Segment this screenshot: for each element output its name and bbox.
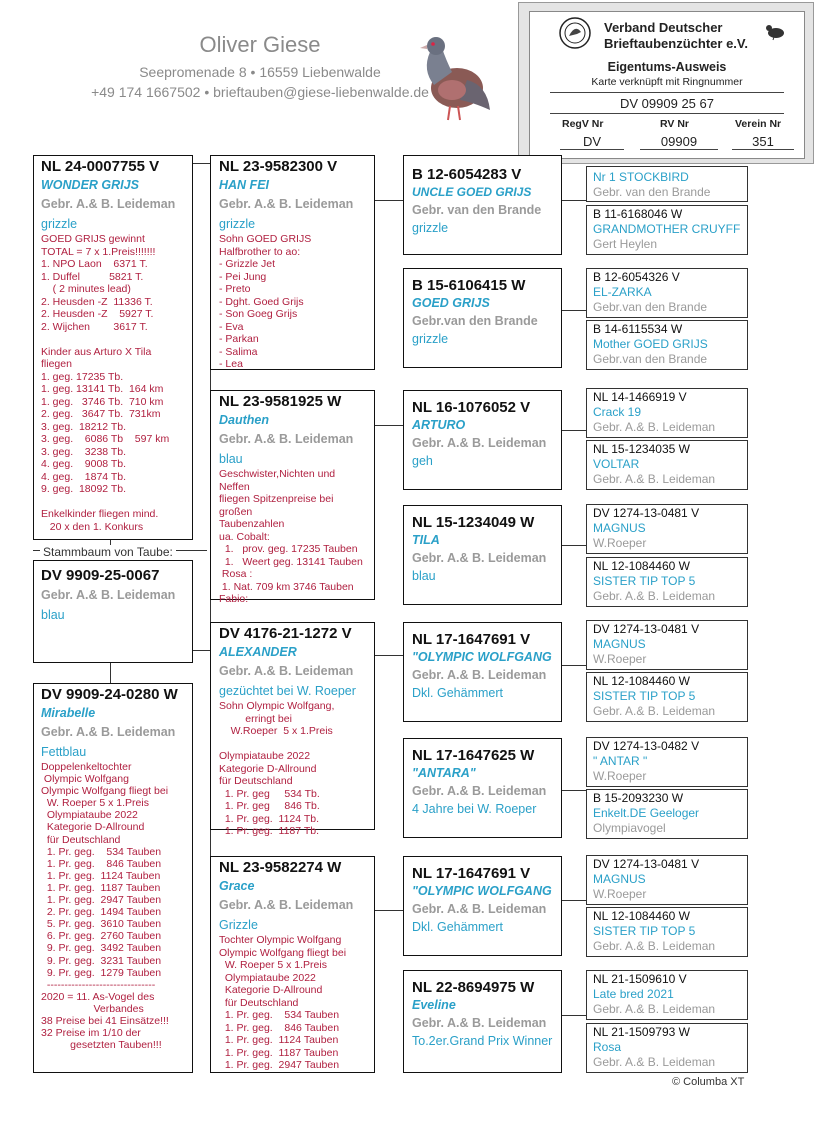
gen2-box	[210, 856, 375, 1073]
gen3-color: geh	[412, 454, 433, 468]
gen4-box	[586, 672, 748, 722]
gen2-ring: NL 23-9582274 W	[219, 859, 342, 876]
gen2-ring: NL 23-9582300 V	[219, 158, 338, 175]
gen4-box	[586, 970, 748, 1020]
gen2-notes: Tochter Olympic Wolfgang Olympic Wolfgang fliegt bei W. Roeper 5 x 1.Preis Olympiataube 2022 Kategorie D-Allround für Deutschland 1. Pr. geg. 534 Tauben 1. Pr. geg. 846 Tauben 1. Pr. geg. 1124 Tauben 1. Pr. geg. 1187 Tauben 1. Pr. geg. 2947 Tauben	[219, 934, 347, 1071]
gen3-name: "OLYMPIC WOLFGANG	[412, 884, 552, 898]
gen2-box	[210, 390, 375, 605]
gen4-box	[586, 388, 748, 438]
gen2-ring: NL 23-9581925 W	[219, 393, 342, 410]
gen2-breeder: Gebr. A.& B. Leideman	[219, 197, 354, 211]
gen2-name: ALEXANDER	[219, 645, 297, 659]
gen4-name: Late bred 2021	[593, 987, 674, 1001]
gen4-box	[586, 737, 748, 787]
owner-address: Seepromenade 8 • 16559 Liebenwalde	[139, 64, 381, 80]
gen3-name: UNCLE GOED GRIJS	[412, 185, 532, 199]
gen2-color: gezüchtet bei W. Roeper	[219, 684, 356, 698]
gen4-box	[586, 907, 748, 957]
father-breeder: Gebr. A.& B. Leideman	[41, 197, 176, 211]
gen3-ring: NL 17-1647625 W	[412, 747, 535, 764]
gen2-ring: DV 4176-21-1272 V	[219, 625, 352, 642]
gen4-name: MAGNUS	[593, 521, 646, 535]
subject-box	[33, 560, 193, 663]
gen4-name: Enkelt.DE Geeloger	[593, 806, 700, 820]
subject-color: blau	[41, 608, 65, 622]
pigeon-illustration	[412, 30, 492, 125]
ownership-card	[518, 2, 814, 164]
gen4-name: MAGNUS	[593, 637, 646, 651]
gen4-ring: Nr 1 STOCKBIRD	[593, 170, 689, 184]
gen2-box	[210, 155, 375, 370]
card-ring: DV 09909 25 67	[620, 96, 714, 111]
mother-name: Mirabelle	[41, 706, 96, 720]
gen3-color: 4 Jahre bei W. Roeper	[412, 802, 537, 816]
gen4-box	[586, 855, 748, 905]
gen4-name: SISTER TIP TOP 5	[593, 689, 696, 703]
gen3-ring: NL 17-1647691 V	[412, 631, 531, 648]
gen3-box	[403, 856, 562, 956]
gen3-name: "ANTARA"	[412, 766, 476, 780]
gen4-breeder: Gebr. A.& B. Leideman	[593, 589, 716, 603]
gen3-ring: NL 17-1647691 V	[412, 865, 531, 882]
gen4-ring: DV 1274-13-0481 V	[593, 622, 700, 636]
gen3-color: grizzle	[412, 221, 449, 235]
gen3-box	[403, 970, 562, 1073]
gen4-ring: DV 1274-13-0481 V	[593, 506, 700, 520]
gen4-breeder: Gebr. A.& B. Leideman	[593, 420, 716, 434]
gen3-box	[403, 738, 562, 838]
gen4-breeder: W.Roeper	[593, 536, 647, 550]
gen3-ring: NL 16-1076052 V	[412, 399, 531, 416]
gen3-ring: B 15-6106415 W	[412, 277, 526, 294]
gen3-breeder: Gebr.van den Brande	[412, 314, 538, 328]
gen3-breeder: Gebr. A.& B. Leideman	[412, 784, 547, 798]
gen2-box	[210, 622, 375, 837]
gen4-name: Crack 19	[593, 405, 642, 419]
gen4-ring: B 14-6115534 W	[593, 322, 683, 336]
gen4-breeder: Gebr. A.& B. Leideman	[593, 939, 716, 953]
subject-breeder: Gebr. A.& B. Leideman	[41, 588, 176, 602]
father-notes: GOED GRIJS gewinnt TOTAL = 7 x 1.Preis!!!!!!! 1. NPO Laon 6371 T. 1. Duffel 5821 T. ( 2 minutes lead) 2. Heusden -Z 11336 T. 2. Heusden -Z 5927 T. 2. Wijchen 3617 T. Kinder aus Arturo X Tila fliegen 1. geg. 17235 Tb. 1. geg. 13141 Tb. 164 km 1. geg. 3746 Tb. 710 km 2. geg. 3647 Tb. 731km 3. geg. 18212 Tb. 3. geg. 6086 Tb 597 km 3. geg. 3238 Tb. 4. geg. 9008 Tb. 4. geg. 1874 Tb. 9. geg. 18092 Tb. Enkelkinder fliegen mind. 20 x den 1. Konkurs	[41, 233, 170, 533]
mother-ring: DV 9909-24-0280 W	[41, 686, 178, 703]
subject-ring: DV 9909-25-0067	[41, 567, 160, 584]
gen4-name: Mother GOED GRIJS	[593, 337, 708, 351]
gen4-ring: DV 1274-13-0481 V	[593, 857, 700, 871]
gen4-breeder: Gebr.van den Brande	[593, 352, 708, 366]
gen3-breeder: Gebr. A.& B. Leideman	[412, 902, 547, 916]
gen3-box	[403, 155, 562, 255]
father-color: grizzle	[41, 217, 78, 231]
gen4-ring: DV 1274-13-0482 V	[593, 739, 700, 753]
gen3-breeder: Gebr. A.& B. Leideman	[412, 1016, 547, 1030]
gen2-notes: Geschwister,Nichten und Neffen fliegen Spitzenpreise bei großen Taubenzahlen ua. Cobalt: 1. prov. geg. 17235 Tauben 1. Weert geg. 13141 Tauben Rosa : 1. Nat. 709 km 3746 Tauben Fabio:	[219, 468, 363, 605]
gen4-breeder: Gert Heylen	[593, 237, 658, 251]
gen3-ring: NL 22-8694975 W	[412, 979, 535, 996]
gen4-name: EL-ZARKA	[593, 285, 652, 299]
gen4-ring: NL 12-1084460 W	[593, 909, 690, 923]
gen2-name: Dauthen	[219, 413, 269, 427]
gen3-color: blau	[412, 569, 436, 583]
gen3-box	[403, 622, 562, 722]
gen4-box	[586, 504, 748, 554]
card-subtitle: Karte verknüpft mit Ringnummer	[591, 76, 743, 88]
card-org-line1: Verband Deutscher	[604, 20, 723, 35]
gen3-box	[403, 390, 562, 490]
gen4-ring: B 11-6168046 W	[593, 207, 683, 221]
gen2-name: HAN FEI	[219, 178, 269, 192]
gen3-color: Dkl. Gehämmert	[412, 920, 503, 934]
card-header-rv: RV Nr	[660, 118, 689, 130]
gen2-color: Grizzle	[219, 918, 258, 932]
stammbaum-label: Stammbaum von Taube:	[40, 545, 176, 559]
gen2-breeder: Gebr. A.& B. Leideman	[219, 664, 354, 678]
card-header-verein: Verein Nr	[735, 118, 782, 130]
mother-breeder: Gebr. A.& B. Leideman	[41, 725, 176, 739]
mother-color: Fettblau	[41, 745, 87, 759]
gen4-breeder: Gebr. A.& B. Leideman	[593, 1002, 716, 1016]
gen4-box	[586, 440, 748, 490]
gen4-name: SISTER TIP TOP 5	[593, 924, 696, 938]
gen3-breeder: Gebr. van den Brande	[412, 203, 542, 217]
gen3-ring: NL 15-1234049 W	[412, 514, 535, 531]
gen4-breeder: Gebr. A.& B. Leideman	[593, 704, 716, 718]
gen2-breeder: Gebr. A.& B. Leideman	[219, 432, 354, 446]
gen4-box	[586, 620, 748, 670]
gen4-box	[586, 268, 748, 318]
gen4-name: VOLTAR	[593, 457, 640, 471]
gen4-ring: B 15-2093230 W	[593, 791, 684, 805]
gen4-box	[586, 789, 748, 839]
gen4-ring: NL 12-1084460 W	[593, 559, 690, 573]
gen2-notes: Sohn GOED GRIJS Halfbrother to ao: - Grizzle Jet - Pei Jung - Preto - Dght. Goed Grijs - Son Goeg Grijs - Eva - Parkan - Salima - Lea	[219, 233, 312, 370]
father-name: WONDER GRIJS	[41, 178, 139, 192]
gen4-box	[586, 320, 748, 370]
gen4-breeder: Olympiavogel	[593, 821, 666, 835]
gen4-breeder: W.Roeper	[593, 652, 647, 666]
gen2-name: Grace	[219, 879, 255, 893]
mother-box	[33, 683, 193, 1073]
gen3-color: grizzle	[412, 332, 449, 346]
gen4-breeder: Gebr. A.& B. Leideman	[593, 1055, 716, 1069]
gen3-breeder: Gebr. A.& B. Leideman	[412, 436, 547, 450]
gen4-box	[586, 1023, 748, 1073]
mother-notes: Doppelenkeltochter Olympic Wolfgang Olympic Wolfgang fliegt bei W. Roeper 5 x 1.Preis Olympiataube 2022 Kategorie D-Allround für Deutschland 1. Pr. geg. 534 Tauben 1. Pr. geg. 846 Tauben 1. Pr. geg. 1124 Tauben 1. Pr. geg. 1187 Tauben 1. Pr. geg. 2947 Tauben 2. Pr. geg. 1494 Tauben 5. Pr. geg. 3610 Tauben 6. Pr. geg. 2760 Tauben 9. Pr. geg. 3492 Tauben 9. Pr. geg. 3231 Tauben 9. Pr. geg. 1279 Tauben ------------------------------- 2020 = 11. As-Vogel des Verbandes 38 Preise bei 41 Einsätze!!! 32 Preise im 1/10 der gesetzten Tauben!!!	[41, 761, 169, 1052]
gen4-ring: B 12-6054326 V	[593, 270, 680, 284]
gen3-color: Dkl. Gehämmert	[412, 686, 503, 700]
father-box	[33, 155, 193, 540]
gen3-color: To.2er.Grand Prix Winner	[412, 1034, 553, 1048]
gen2-color: grizzle	[219, 217, 256, 231]
card-pigeon-icon	[764, 22, 786, 40]
gen3-breeder: Gebr. A.& B. Leideman	[412, 668, 547, 682]
gen3-box	[403, 505, 562, 605]
card-value-regv: DV	[560, 134, 624, 150]
card-value-verein: 351	[732, 134, 794, 150]
vdb-logo-icon	[558, 16, 592, 50]
gen4-name: " ANTAR "	[593, 754, 648, 768]
gen4-name: SISTER TIP TOP 5	[593, 574, 696, 588]
gen4-breeder: Gebr.van den Brande	[593, 300, 708, 314]
gen3-ring: B 12-6054283 V	[412, 166, 522, 183]
gen4-breeder: Gebr. van den Brande	[593, 185, 711, 199]
gen4-ring: NL 12-1084460 W	[593, 674, 690, 688]
gen3-name: ARTURO	[412, 418, 466, 432]
gen2-breeder: Gebr. A.& B. Leideman	[219, 898, 354, 912]
gen4-ring: NL 15-1234035 W	[593, 442, 690, 456]
gen3-box	[403, 268, 562, 368]
father-ring: NL 24-0007755 V	[41, 158, 160, 175]
gen4-box	[586, 557, 748, 607]
gen4-name: GRANDMOTHER CRUYFF	[593, 222, 741, 236]
gen4-ring: NL 21-1509793 W	[593, 1025, 690, 1039]
gen3-breeder: Gebr. A.& B. Leideman	[412, 551, 547, 565]
gen2-color: blau	[219, 452, 243, 466]
gen4-breeder: W.Roeper	[593, 769, 647, 783]
card-value-rv: 09909	[640, 134, 718, 150]
footer-credit: © Columba XT	[672, 1076, 745, 1088]
gen4-ring: NL 21-1509610 V	[593, 972, 687, 986]
gen4-box	[586, 166, 748, 202]
owner-name: Oliver Giese	[199, 32, 321, 57]
card-org-line2: Brieftaubenzüchter e.V.	[604, 36, 749, 51]
gen3-name: "OLYMPIC WOLFGANG	[412, 650, 552, 664]
gen3-name: TILA	[412, 533, 440, 547]
gen4-breeder: W.Roeper	[593, 887, 647, 901]
gen3-name: GOED GRIJS	[412, 296, 490, 310]
gen4-ring: NL 14-1466919 V	[593, 390, 687, 404]
card-header-regv: RegV Nr	[562, 118, 604, 130]
gen3-name: Eveline	[412, 998, 456, 1012]
gen4-box	[586, 205, 748, 255]
card-title: Eigentums-Ausweis	[607, 60, 727, 74]
gen4-name: MAGNUS	[593, 872, 646, 886]
owner-contact: +49 174 1667502 • brieftauben@giese-liebenwalde.de	[91, 84, 429, 100]
gen4-breeder: Gebr. A.& B. Leideman	[593, 472, 716, 486]
gen2-notes: Sohn Olympic Wolfgang, erringt bei W.Roeper 5 x 1.Preis Olympiataube 2022 Kategorie D-Allround für Deutschland 1. Pr. geg 534 Tb. 1. Pr. geg 846 Tb. 1. Pr. geg. 1124 Tb. 1. Pr. geg. 1187 Tb.	[219, 700, 335, 837]
gen4-name: Rosa	[593, 1040, 622, 1054]
